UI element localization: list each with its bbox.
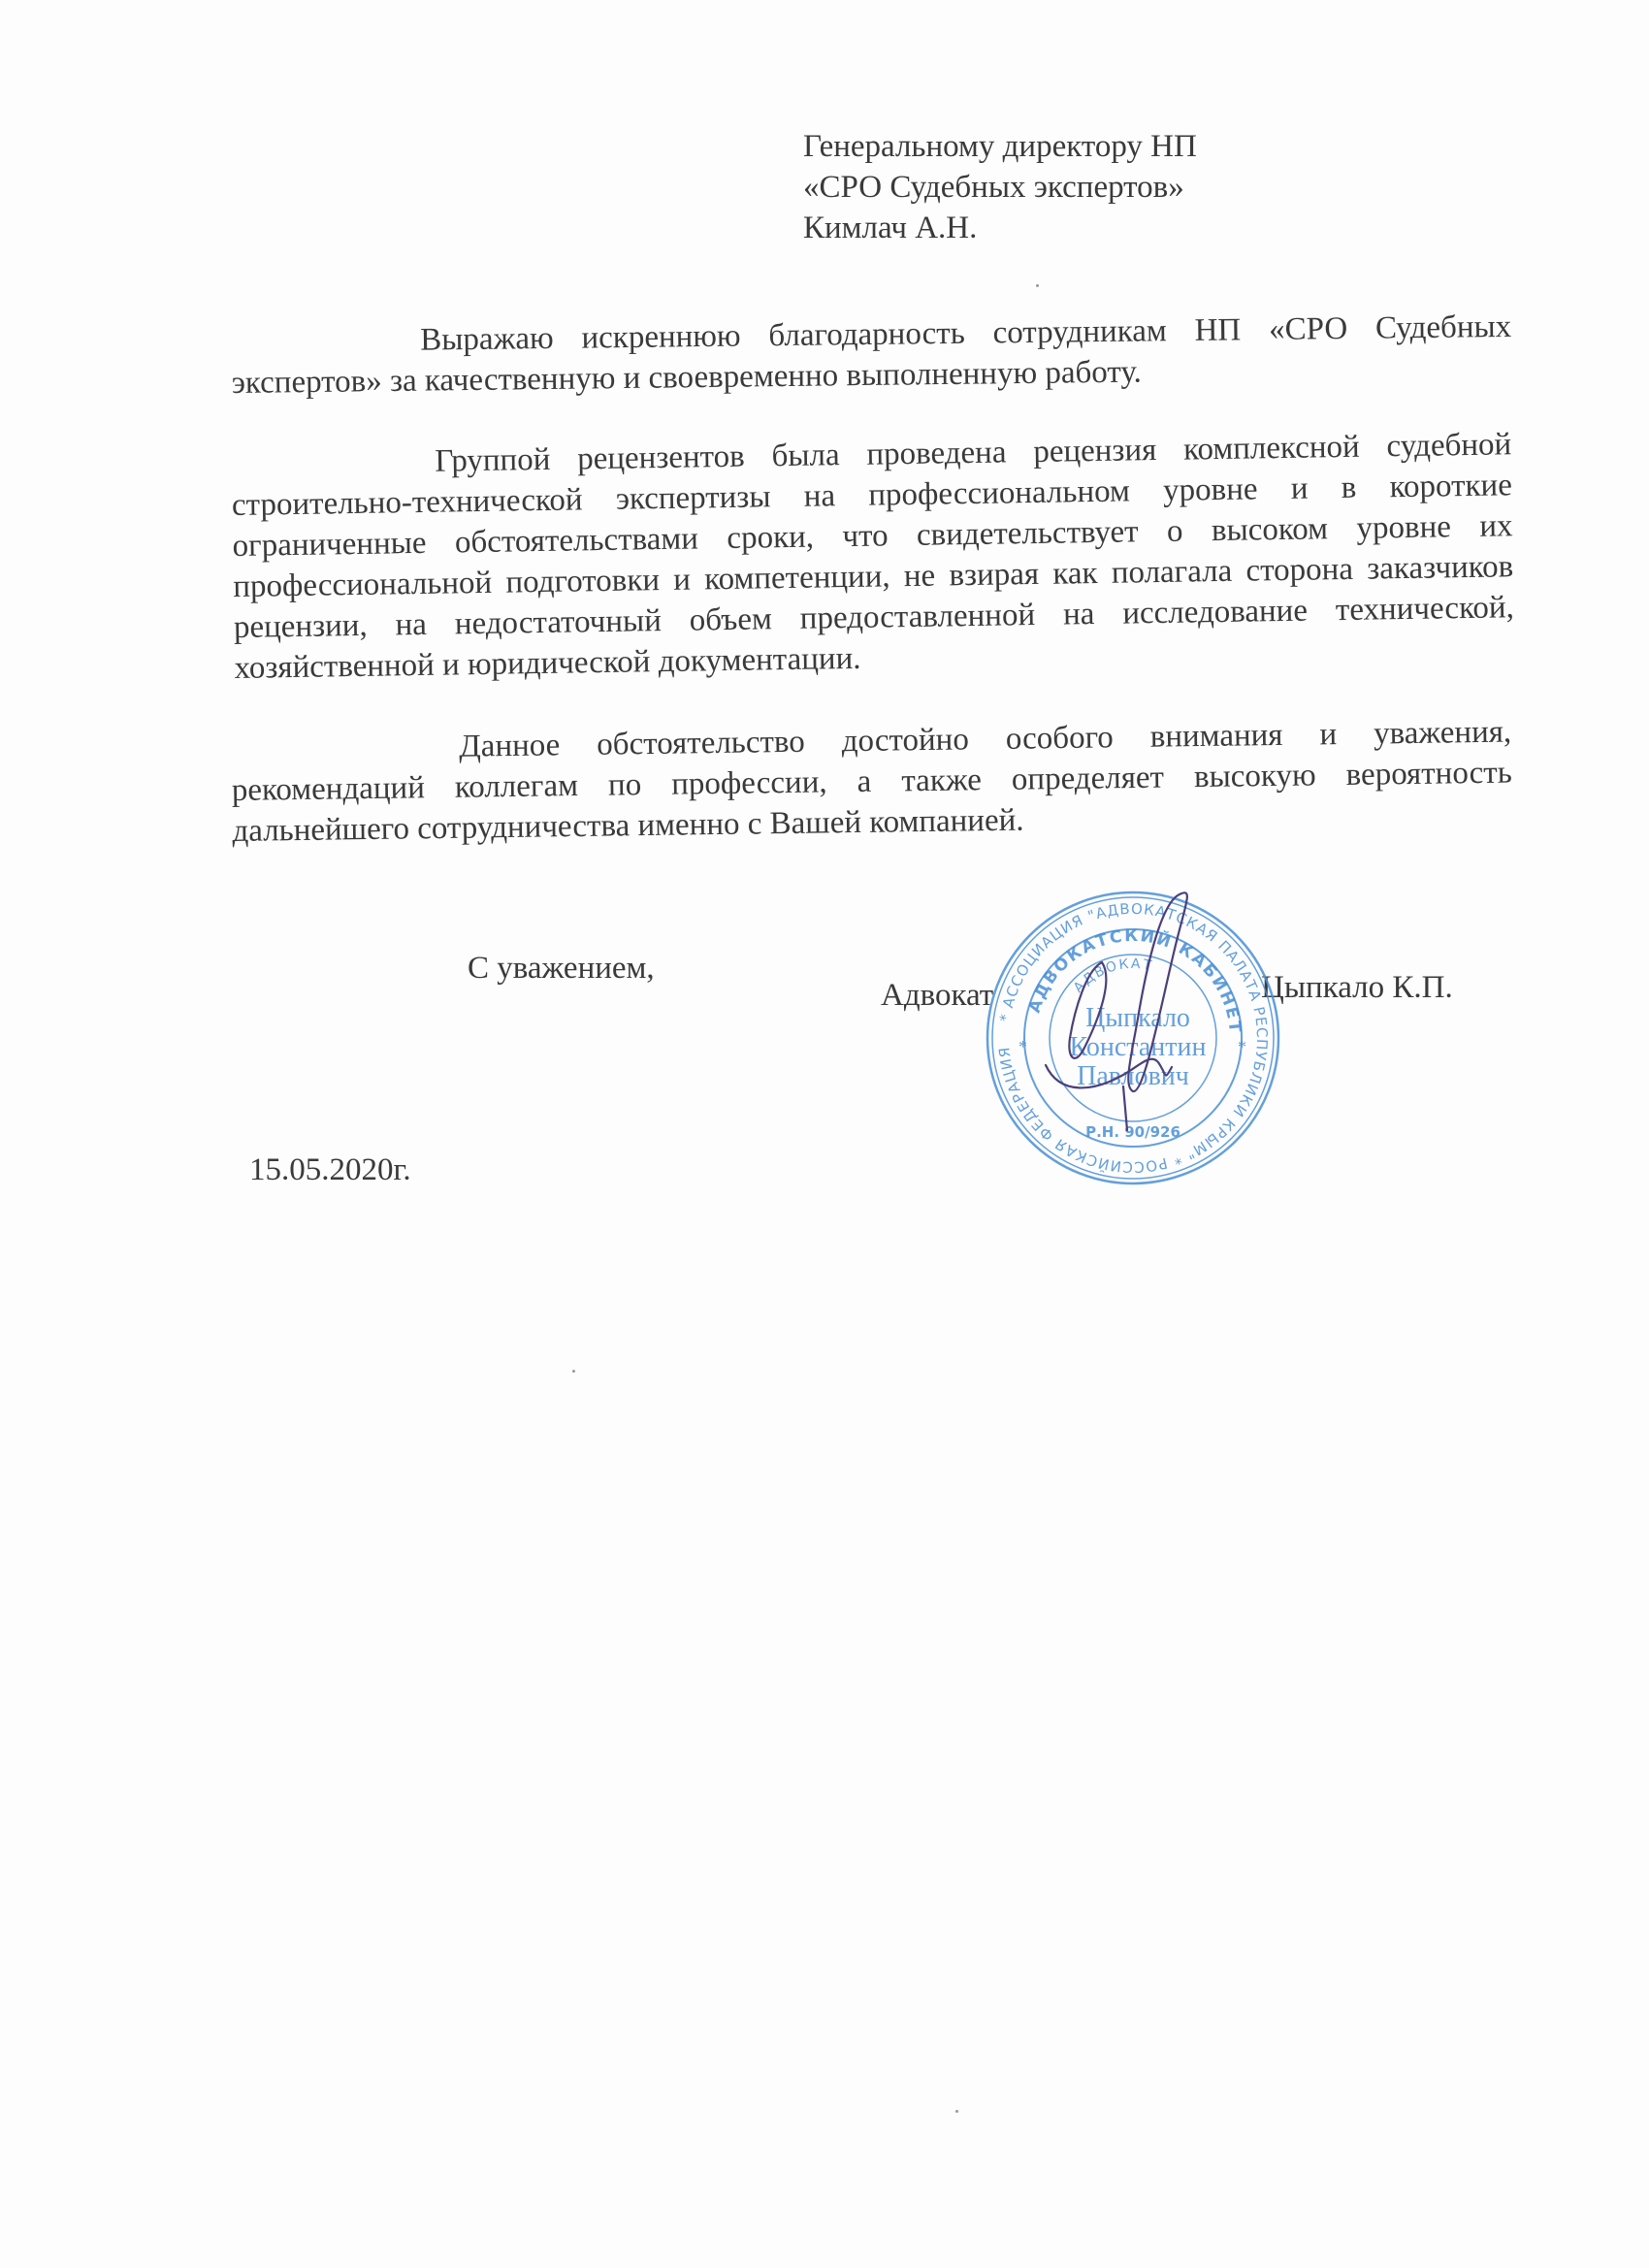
addressee-line: Кимлач А.Н. [803,211,978,245]
document-date: 15.05.2020г. [249,1152,411,1187]
stamp-inner-text: АДВОКАТСКИЙ КАБИНЕТ [1024,925,1245,1036]
signer-name: Цыпкало К.П. [1261,970,1453,1005]
stamp-outer-text: * АССОЦИАЦИЯ "АДВОКАТСКАЯ ПАЛАТА РЕСПУБЛИКИ КРЫМ" * РОССИЙСКАЯ ФЕДЕРАЦИЯ [995,899,1272,1177]
stamp-star-icon: * [1018,1037,1027,1056]
signer-role: Адвокат [881,978,994,1013]
paragraph-text: Группой рецензентов была проведена рецензия комплексной судебной строительно-технической экспертизы на профессиональном уровне и в короткие ограниченные обстоятельствами сроки, что свидетельствует о высоком уровне их профессиональной подготовки и компетенции, не взирая как полагала сторона заказчиков рецензии, на недостаточный объем предоставленной на исследование технической, хозяйственной и юридической документации. [231,427,1515,686]
scan-speck [572,1370,575,1373]
paragraph-text: Выражаю искреннюю благодарность сотрудникам НП «СРО Судебных экспертов» за качественную и своевременно выполненную работу. [231,308,1512,401]
stamp-star-icon: * [1238,1037,1246,1056]
scan-speck [1036,284,1039,287]
stamp-name-line: Константин [1069,1032,1207,1062]
scan-speck [955,2110,958,2113]
stamp-name-line: Павлович [1077,1061,1189,1091]
official-stamp [978,883,1288,1193]
closing-phrase: С уважением, [468,951,655,986]
addressee-line: Генеральному директору НП [803,129,1197,164]
addressee-block [803,126,1197,248]
addressee-line: «СРО Судебных экспертов» [803,170,1184,205]
paragraph-text: Данное обстоятельство достойно особого внимания и уважения, рекомендаций коллегам по профессии, а также определяет высокую вероятность дальнейшего сотрудничества именно с Вашей компанией. [231,714,1513,849]
stamp-reg-number: Р.Н. 90/926 [1085,1123,1180,1141]
paragraph-review [231,424,1515,689]
stamp-name-line: Цыпкало [1085,1003,1190,1033]
paragraph-gratitude [231,307,1512,404]
stamp-title-text: АДВОКАТ [1070,956,1155,996]
paragraph-recommendation [231,712,1513,852]
